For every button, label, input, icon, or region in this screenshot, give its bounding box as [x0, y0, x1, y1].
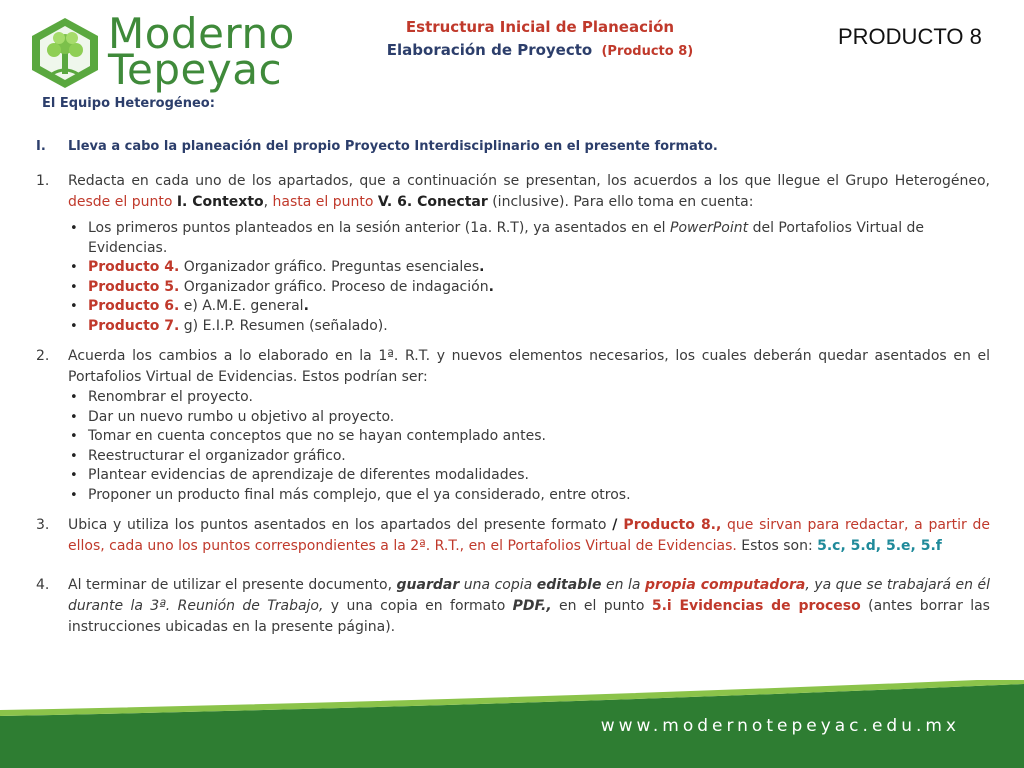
text-run: en el punto [551, 598, 652, 614]
item-number: 4. [36, 577, 50, 593]
document-title: Estructura Inicial de Planeación [405, 18, 675, 36]
text-run: desde el punto [68, 194, 177, 210]
product-label: PRODUCTO 8 [838, 24, 982, 49]
logo-word-moderno: Moderno [108, 9, 295, 58]
text-run: una copia [459, 577, 537, 593]
footer-band [0, 680, 1024, 768]
text-run: del Portafolios Virtual de Evidencias. [88, 220, 925, 256]
text-run: . [479, 259, 485, 275]
text-run: propia computadora [644, 577, 806, 593]
text-run: guardar [396, 577, 460, 593]
intro-instruction [36, 136, 990, 157]
text-run: Organizador gráfico. Proceso de indagación [179, 278, 489, 295]
text-run: . [488, 278, 494, 295]
list-item [68, 278, 990, 298]
item-number: 1. [36, 173, 50, 189]
text-run: Estos son: [736, 538, 818, 554]
text-run: 5.c, 5.d, 5.e, 5.f [817, 538, 942, 554]
logo-word-tepeyac: Tepeyac [108, 45, 283, 94]
instruction-item-4 [36, 575, 990, 638]
text-run: Producto 4. [88, 259, 180, 275]
list-item: • Proponer un producto final más complejo, que el ya considerado, entre otros. [68, 486, 990, 506]
text-run: Producto 6. [88, 298, 180, 314]
text-run: Al terminar de utilizar el presente documento, [68, 577, 397, 593]
text-run: Organizador gráfico. Preguntas esenciales [179, 259, 480, 275]
item-text [68, 515, 990, 557]
website-link[interactable]: www.modernotepeyac.edu.mx [600, 716, 960, 736]
item-text [68, 171, 990, 213]
list-item: • Dar un nuevo rumbo u objetivo al proyecto. [68, 408, 990, 428]
text-run: Producto 7. [88, 317, 180, 334]
list-item: • Tomar en cuenta conceptos que no se hayan contemplado antes. [68, 427, 990, 447]
instruction-item-2 [36, 346, 990, 388]
document-header [370, 16, 710, 64]
text-run: Redacta en cada uno de los apartados, que a continuación se presentan, los acuerdos a los que llegue el Grupo Heterogéneo, [68, 173, 990, 189]
document-subtitle [370, 38, 710, 64]
text-run: e) A.M.E. general [179, 298, 304, 314]
text-run: PowerPoint [670, 220, 749, 236]
text-run: en la [601, 577, 645, 593]
text-run: y una copia en formato [323, 598, 513, 614]
intro-text: Lleva a cabo la planeación del propio Proyecto Interdisciplinario en el presente formato. [68, 139, 718, 154]
item-1-bullets [68, 219, 990, 336]
item-text [68, 575, 990, 638]
text-run: Producto 5. [88, 278, 180, 295]
team-label: El Equipo Heterogéneo: [42, 96, 215, 111]
text-run: (antes borrar las instrucciones ubicadas en la presente página). [68, 598, 990, 635]
text-run: Los primeros puntos planteados en la sesión anterior (1a. R.T), ya asentados en el [88, 220, 671, 236]
item-number: 3. [36, 517, 50, 533]
instruction-item-1 [36, 171, 990, 213]
text-run: PDF., [512, 598, 552, 614]
text-run: Producto 8., [617, 517, 722, 533]
text-run: 5.i [651, 598, 672, 614]
list-item [68, 219, 990, 258]
list-item: • Plantear evidencias de aprendizaje de diferentes modalidades. [68, 466, 990, 486]
text-run: . [303, 298, 309, 314]
item-2-bullets [68, 388, 990, 505]
list-item: • Renombrar el proyecto. [68, 388, 990, 408]
school-logo [28, 9, 308, 94]
text-run: hasta el punto [272, 194, 378, 210]
text-run: I. Contexto [176, 194, 264, 210]
subtitle-text: Elaboración de Proyecto [386, 41, 593, 59]
item-number: 2. [36, 348, 50, 364]
tree-logo-icon [28, 16, 102, 90]
text-run: Ubica y utiliza los puntos asentados en los apartados del presente formato [68, 517, 613, 533]
text-run: , ya que se trabajará en él durante la 3ª. Reunión de Trabajo, [68, 577, 991, 614]
instruction-item-3 [36, 515, 990, 557]
subtitle-note: (Producto 8) [601, 44, 694, 59]
item-text: Acuerda los cambios a lo elaborado en la 1ª. R.T. y nuevos elementos necesarios, los cuales deberán quedar asentados en el Portafolios Virtual de Evidencias. Estos podrían ser: [68, 348, 990, 385]
intro-numeral: I. [36, 139, 46, 154]
list-item [68, 297, 990, 317]
text-run: V. 6. Conectar [377, 194, 488, 210]
text-run: g) E.I.P. Resumen (señalado). [179, 317, 388, 334]
text-run: Evidencias de proceso [671, 598, 861, 614]
text-run: editable [536, 577, 602, 593]
text-run: que sirvan para redactar, a partir de ellos, cada uno los puntos correspondientes a la 2ª. R.T., en el Portafolios Virtual de Evidencias. [68, 517, 991, 554]
instructions-body [36, 136, 990, 638]
text-run: , [263, 194, 273, 210]
text-run: (inclusive). Para ello toma en cuenta: [487, 194, 754, 210]
list-item [68, 317, 990, 337]
list-item: • Reestructurar el organizador gráfico. [68, 447, 990, 467]
list-item [68, 258, 990, 278]
text-run: / [612, 517, 618, 533]
